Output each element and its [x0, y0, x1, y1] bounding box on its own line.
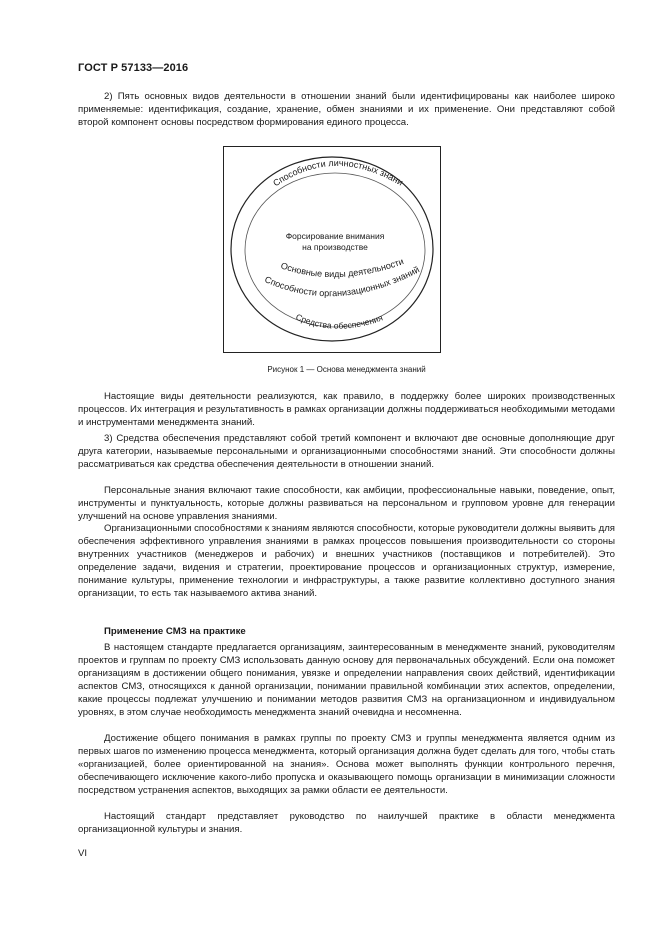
paragraph-1: Настоящие виды деятельности реализуются, как правило, в поддержку более широких производственных процессов. Их интеграция и результативность в рамках организации должны поддерживаться необходимыми методами и инструментами менеджмента знаний. [78, 391, 615, 428]
paragraph-intro: 2) Пять основных видов деятельности в отношении знаний были идентифицированы как наиболее широко применяемые: идентификация, создание, хранение, обмен знаниями и их применение. Они представляют собой второй компонент основы посредством формирования единого процесса. [78, 91, 615, 128]
document-header: ГОСТ Р 57133—2016 [78, 62, 189, 74]
paragraph-5: В настоящем стандарте предлагается организациям, заинтересованным в менеджменте знаний, руководителям проектов и группам по проекту СМЗ использовать данную основу для первоначальных обсуждений. Если она поможет организациям в достижении общего понимания, увязке и определении направления своих действий, идентификации аспектов СМЗ, относящихся к данной организации, понимании правильной комбинации этих аспектов, определении, какие процессы подлежат улучшению и понимании методов развития СМЗ на организационном и индивидуальном уровнях, в этом случае необходимость менеджмента знаний очевидна и несомненна. [78, 642, 615, 718]
framework-diagram [223, 146, 441, 353]
section-heading: Применение СМЗ на практике [104, 626, 246, 637]
label-org-capabilities: Способности организационных знаний [263, 264, 421, 299]
label-center-2: на производстве [302, 242, 368, 252]
paragraph-3: Персональные знания включают такие способности, как амбиции, профессиональные навыки, поведение, опыт, инструменты и пунктуальность, которые должны развиваться на персональном и групповом уровне для генерации улучшений на основе управления знаниями. [78, 485, 615, 522]
label-personal-knowledge: Способности личностных знани [271, 157, 405, 189]
label-enablers: Средства обеспечения [294, 311, 385, 331]
figure-km-framework [223, 146, 441, 353]
paragraph-4: Организационными способностями к знаниям являются способности, которые руководители должны выявить для обеспечения эффективного управления знаниями в рамках процессов повышения производительности со стороны внутренних участников (менеджеров и рабочих) и внешних участников (поставщиков и потребителей). Это определение задачи, видения и стратегии, проектирование процессов и организационных структур, измерение, понимание культуры, применение технологии и инфраструктуры, а также развитие коллективно доступного знания организации, то есть так называемого актива знаний. [78, 523, 615, 599]
paragraph-7: Настоящий стандарт представляет руководство по наилучшей практике в области менеджмента организационной культуры и знания. [78, 811, 615, 835]
paragraph-6: Достижение общего понимания в рамках группы по проекту СМЗ и группы менеджмента является одним из первых шагов по изменению процесса менеджмента, который организация должна будет сделать для того, чтобы стать «организацией, более ориентированной на знания». Основа может выполнять функции контрольного перечня, обеспечивающего исключение какого-либо пропуска и оказывающего помощь организации в минимизации сложности посредством устранения аспектов, выходящих за рамки области ее деятельности. [78, 733, 615, 796]
figure-caption: Рисунок 1 — Основа менеджмента знаний [267, 365, 426, 374]
label-center-1: Форсирование внимания [285, 231, 385, 241]
label-core-activities: Основные виды деятельности [279, 256, 405, 280]
page-number: VI [78, 848, 88, 859]
paragraph-2: 3) Средства обеспечения представляют собой третий компонент и включают две основные дополняющие друг друга категории, называемые персональными и организационными способностями знаний. Эти способности должны рассматриваться как средства обеспечения деятельности в отношении знаний. [78, 433, 615, 470]
